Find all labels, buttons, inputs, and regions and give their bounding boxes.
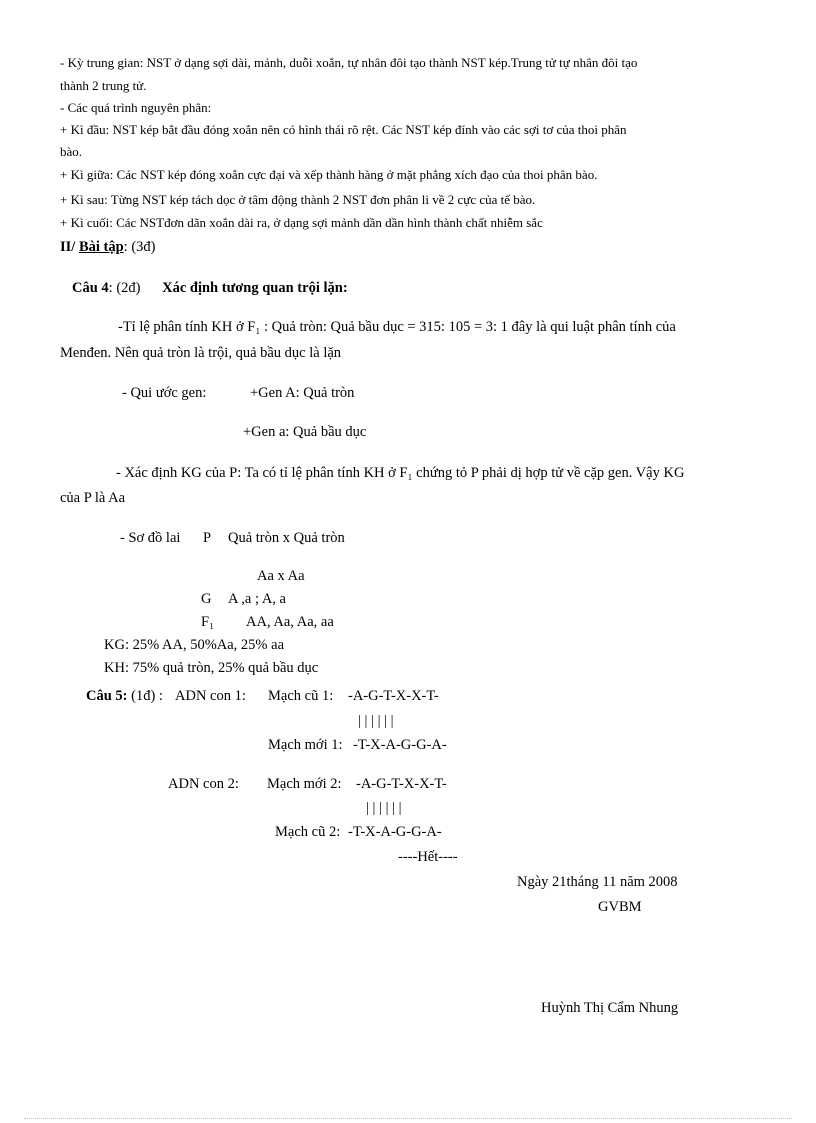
q4-cross-p: P xyxy=(203,530,212,546)
theory-line-prophase-cont: bào. xyxy=(60,144,83,159)
q5-adn1-old-sequence: -A-G-T-X-X-T- xyxy=(348,688,439,704)
footer-teacher-name: Huỳnh Thị Cẩm Nhung xyxy=(541,1000,679,1016)
section-points: : (3đ) xyxy=(123,239,156,255)
q5-adn2-new-sequence: -A-G-T-X-X-T- xyxy=(356,776,447,792)
q5-adn1-bonds: | | | | | | xyxy=(358,713,394,729)
q4-cross-label: - Sơ đồ lai xyxy=(120,530,181,546)
theory-line-mitosis-heading: - Các quá trình nguyên phân: xyxy=(60,100,212,115)
q4-kg-line: - Xác định KG của P: Ta có tỉ lệ phân tính KH ở F₁ chứng tỏ P phải dị hợp tử về cặp gen. Vậy KG xyxy=(116,465,685,481)
q5-adn1-old-label: Mạch cũ 1: xyxy=(268,688,334,704)
q4-gene-recessive: +Gen a: Quả bầu dục xyxy=(243,424,367,440)
q5-adn2-old-label: Mạch cũ 2: xyxy=(275,824,341,840)
q4-gene-label: - Qui ước gen: xyxy=(122,385,207,401)
q5-adn2-old-sequence: -T-X-A-G-G-A- xyxy=(348,824,442,840)
q4-f1-label: F₁ xyxy=(201,614,215,630)
q4-gene-dominant: +Gen A: Quả tròn xyxy=(250,385,355,401)
q5-adn1-new-sequence: -T-X-A-G-G-A- xyxy=(353,737,447,753)
theory-line-interphase: - Kỳ trung gian: NST ở dạng sợi dài, mảnh, duỗi xoắn, tự nhân đôi tạo thành NST kép.Trung tử tự nhân đôi tạo xyxy=(60,55,638,70)
theory-line-prophase: + Kì đầu: NST kép bắt đầu đóng xoắn nên có hình thái rõ rệt. Các NST kép đính vào các sợi tơ của thoi phân xyxy=(60,122,627,137)
footer-date: Ngày 21tháng 11 năm 2008 xyxy=(517,874,678,890)
q5-label: Câu 5: xyxy=(86,688,128,704)
q4-label: Câu 4 xyxy=(72,280,109,296)
q5-adn1-label: ADN con 1: xyxy=(175,688,246,704)
footer-role: GVBM xyxy=(598,899,642,915)
q5-points: (1đ) : xyxy=(131,688,163,704)
q4-ratio-line: -Tỉ lệ phân tính KH ở F₁ : Quả tròn: Quả bầu dục = 315: 105 = 3: 1 đây là qui luật phân tính của xyxy=(118,319,676,335)
q4-cross-genotypes: Aa x Aa xyxy=(257,568,305,584)
q4-title: Xác định tương quan trội lặn: xyxy=(162,280,348,296)
theory-line-interphase-cont: thành 2 trung tử. xyxy=(60,78,147,93)
q5-adn2-new-label: Mạch mới 2: xyxy=(267,776,342,792)
section-heading xyxy=(60,238,155,256)
q4-kg-line-cont: của P là Aa xyxy=(60,490,126,506)
q5-adn1-new-label: Mạch mới 1: xyxy=(268,737,343,753)
theory-line-anaphase: + Kì sau: Từng NST kép tách dọc ở tâm động thành 2 NST đơn phân li về 2 cực của tế bào. xyxy=(60,192,536,207)
q4-heading xyxy=(72,279,348,297)
page-bottom-divider xyxy=(24,1118,792,1119)
q4-gametes-label: G xyxy=(201,591,212,607)
q4-kh-ratio: KH: 75% quả tròn, 25% quả bầu dục xyxy=(104,660,319,676)
q4-points: : (2đ) xyxy=(108,280,141,296)
q4-kg-ratio: KG: 25% AA, 50%Aa, 25% aa xyxy=(104,637,285,653)
end-marker: ----Hết---- xyxy=(398,849,458,865)
q4-cross-parents: Quả tròn x Quả tròn xyxy=(228,530,345,546)
section-title: Bài tập xyxy=(78,239,124,255)
section-numeral: II/ xyxy=(60,239,76,255)
theory-line-telophase: + Kì cuối: Các NSTđơn dãn xoắn dài ra, ở dạng sợi mảnh dần dần hình thành chất nhiễm sắc xyxy=(60,215,543,230)
q5-adn2-label: ADN con 2: xyxy=(168,776,239,792)
theory-line-metaphase: + Kì giữa: Các NST kép đóng xoắn cực đại và xếp thành hàng ở mặt phẳng xích đạo của thoi phân bào. xyxy=(60,167,598,182)
q5-heading xyxy=(86,687,163,705)
q5-adn2-bonds: | | | | | | xyxy=(366,800,402,816)
q4-gametes: A ,a ; A, a xyxy=(228,591,286,607)
q4-f1-offspring: AA, Aa, Aa, aa xyxy=(246,614,334,630)
q4-ratio-line-cont: Menđen. Nên quả tròn là trội, quả bầu dục là lặn xyxy=(60,345,342,361)
